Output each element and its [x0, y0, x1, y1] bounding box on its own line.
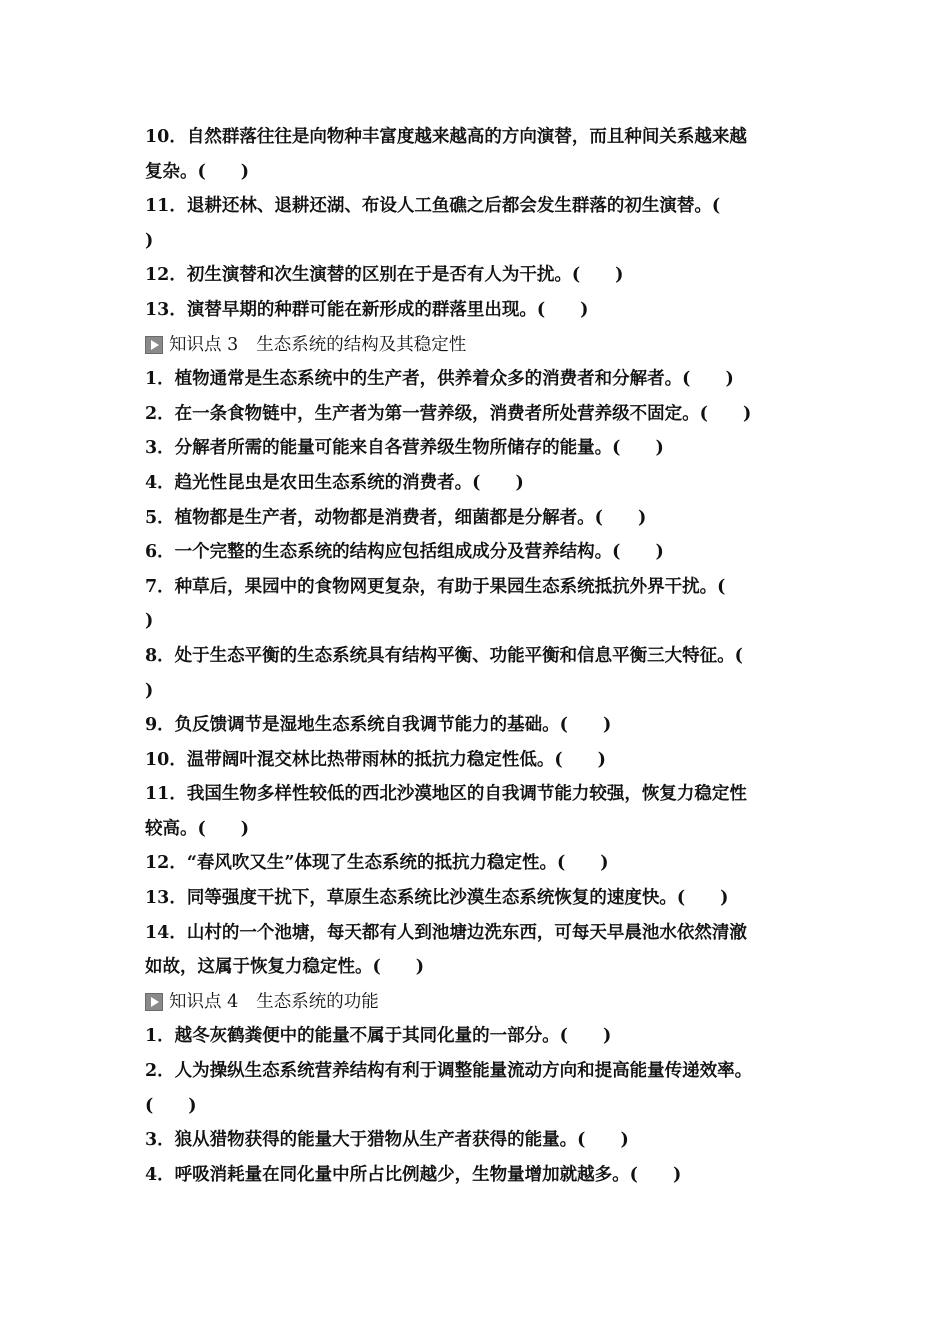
question-line: 12．“春风吹又生”体现了生态系统的抵抗力稳定性。( ): [145, 853, 609, 874]
section-title: 生态系统的功能: [256, 991, 379, 1012]
question-line: 10．温带阔叶混交林比热带雨林的抵抗力稳定性低。( ): [145, 749, 606, 770]
document-page: [145, 120, 810, 1192]
question-item: [145, 120, 810, 189]
question-line: ): [145, 611, 154, 632]
question-line: 7．种草后，果园中的食物网更复杂，有助于果园生态系统抵抗外界干扰。(: [145, 576, 726, 597]
question-line: 4．呼吸消耗量在同化量中所占比例越少，生物量增加就越多。( ): [145, 1164, 682, 1185]
question-line: 3．分解者所需的能量可能来自各营养级生物所储存的能量。( ): [145, 438, 664, 459]
question-line: ): [145, 680, 154, 701]
part1-list: [145, 120, 810, 328]
question-line: 13．演替早期的种群可能在新形成的群落里出现。( ): [145, 299, 589, 320]
section4-list: [145, 1019, 810, 1192]
section-title: 生态系统的结构及其稳定性: [256, 334, 467, 355]
question-line: ( ): [145, 1095, 197, 1116]
section-heading-3: [145, 328, 810, 363]
question-item: [145, 258, 810, 293]
question-line: ): [145, 230, 154, 251]
question-line: 8．处于生态平衡的生态系统具有结构平衡、功能平衡和信息平衡三大特征。(: [145, 645, 743, 666]
play-icon: [145, 993, 163, 1011]
question-line: 2．在一条食物链中，生产者为第一营养级，消费者所处营养级不固定。( ): [145, 403, 752, 424]
question-line: 14．山村的一个池塘，每天都有人到池塘边洗东西，可每天早晨池水依然清澈: [145, 922, 747, 943]
question-line: 5．植物都是生产者，动物都是消费者，细菌都是分解者。( ): [145, 507, 647, 528]
question-line: 12．初生演替和次生演替的区别在于是否有人为干扰。( ): [145, 265, 624, 286]
play-icon: [145, 336, 163, 354]
question-line: 6．一个完整的生态系统的结构应包括组成成分及营养结构。( ): [145, 542, 664, 563]
section-label: 知识点 3: [169, 334, 239, 355]
question-line: 11．退耕还林、退耕还湖、布设人工鱼礁之后都会发生群落的初生演替。(: [145, 196, 721, 217]
question-line: 4．趋光性昆虫是农田生态系统的消费者。( ): [145, 472, 524, 493]
question-line: 较高。( ): [145, 818, 250, 839]
question-line: 如故，这属于恢复力稳定性。( ): [145, 957, 425, 978]
section-heading-4: [145, 985, 810, 1020]
question-line: 1．植物通常是生态系统中的生产者，供养着众多的消费者和分解者。( ): [145, 369, 734, 390]
question-line: 2．人为操纵生态系统营养结构有利于调整能量流动方向和提高能量传递效率。: [145, 1061, 753, 1082]
question-line: 9．负反馈调节是湿地生态系统自我调节能力的基础。( ): [145, 715, 612, 736]
question-line: 10．自然群落往往是向物种丰富度越来越高的方向演替，而且种间关系越来越: [145, 127, 747, 147]
question-line: 1．越冬灰鹤粪便中的能量不属于其同化量的一部分。( ): [145, 1026, 612, 1047]
question-line: 复杂。( ): [145, 161, 250, 182]
question-item: [145, 189, 810, 258]
question-line: 13．同等强度干扰下，草原生态系统比沙漠生态系统恢复的速度快。( ): [145, 888, 729, 909]
section-label: 知识点 4: [169, 991, 239, 1012]
question-line: 3．狼从猎物获得的能量大于猎物从生产者获得的能量。( ): [145, 1130, 629, 1151]
question-line: 11．我国生物多样性较低的西北沙漠地区的自我调节能力较强，恢复力稳定性: [145, 784, 747, 805]
question-item: [145, 293, 810, 328]
section3-list: [145, 362, 810, 985]
